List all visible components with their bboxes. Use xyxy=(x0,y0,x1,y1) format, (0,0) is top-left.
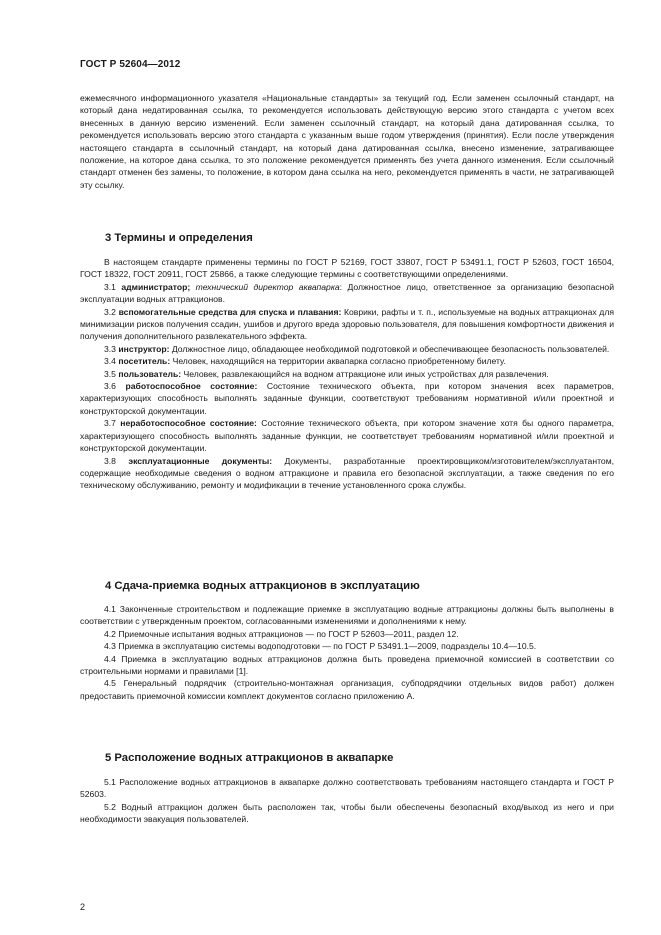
section-4-paragraph: 4.4 Приемка в эксплуатацию водных аттракционов должна быть проведена приемочной комиссией в соответствии со строительными нормами и правилами [1]. xyxy=(80,653,614,677)
section-3-intro: В настоящем стандарте применены термины по ГОСТ Р 52169, ГОСТ 33807, ГОСТ Р 53491.1, ГОСТ Р 52603, ГОСТ 16504, ГОСТ 18322, ГОСТ 20911, ГОСТ 25866, а также следующие термины с соответствующими определениями. xyxy=(80,257,614,280)
term-name: вспомогательные средства для спуска и плавания: xyxy=(118,306,342,317)
term-synonym: технический директор аквапарка xyxy=(195,281,340,292)
term-number: 3.6 xyxy=(104,381,116,392)
section-5-paragraph: 5.2 Водный аттракцион должен быть расположен так, чтобы были обеспечены безопасный вход/выход из него и при необходимости эвакуация пользователей. xyxy=(80,801,614,825)
term-paragraph xyxy=(80,368,614,380)
term-name: инструктор: xyxy=(118,343,170,354)
term-paragraph xyxy=(80,355,614,367)
term-name: работоспособное состояние: xyxy=(125,381,258,392)
term-name: пользователь: xyxy=(118,368,182,379)
term-name: посетитель: xyxy=(118,356,171,367)
document-header: ГОСТ Р 52604—2012 xyxy=(80,59,181,70)
term-definition: Должностное лицо, обладающее необходимой подготовкой и обеспечивающее безопасность пользователей. xyxy=(169,343,610,354)
term-paragraph xyxy=(80,455,614,492)
section-4-paragraph: 4.3 Приемка в эксплуатацию системы водоподготовки — по ГОСТ Р 53491.1—2009, подразделы 10.4—10.5. xyxy=(104,641,537,652)
section-3-title: 3 Термины и определения xyxy=(105,232,253,244)
term-number: 3.7 xyxy=(104,418,116,429)
term-definition: Человек, развлекающийся на водном аттракционе или иных устройствах для развлечения. xyxy=(181,368,549,379)
term-number: 3.5 xyxy=(104,368,116,379)
page-number: 2 xyxy=(80,902,86,912)
term-paragraph xyxy=(80,417,614,454)
section-4-paragraph: 4.5 Генеральный подрядчик (строительно-монтажная организация, субподрядчики отдельных видов работ) должен предоставить приемочной комиссии комплект документов согласно приложению А. xyxy=(80,678,614,701)
intro-paragraph: ежемесячного информационного указателя «Национальные стандарты» за текущий год. Если заменен ссылочный стандарт, на который дана недатированная ссылка, то рекомендуется использовать действующую версию этого стандарта с учетом всех внесенных в данную версию изменений. Если заменен ссылочный стандарт, на который дана датированная ссылка, то рекомендуется использовать версию этого стандарта с указанным выше годом утверждения (принятия). Если после утверждения настоящего стандарта в ссылочный стандарт, на который дана датированная ссылка, внесено изменение, затрагивающее положение, на которое дана ссылка, то это положение рекомендуется применять без учета данного изменения. Если ссылочный стандарт отменен без замены, то положение, в котором дана ссылка на него, рекомендуется применять в части, не затрагивающей эту ссылку. xyxy=(80,93,614,190)
term-name: неработоспособное состояние: xyxy=(120,418,257,429)
term-number: 3.3 xyxy=(104,343,116,354)
term-name: эксплуатационные документы: xyxy=(128,455,273,466)
term-definition: Состояние технического объекта, при котором значения всех параметров, характеризующих способность выполнять заданные функции, соответствуют требованиям нормативной и/или проектной и конструкторской документации. xyxy=(80,381,615,416)
term-paragraph xyxy=(80,343,614,355)
term-number: 3.4 xyxy=(104,356,116,367)
term-definition: Документы, разработанные проектировщиком/изготовителем/эксплуатантом, содержащие необходимые сведения о водном аттракционе и правила его безопасной эксплуатации, а также сведения по его техническому обслуживанию, ремонту и модификации в течение установленного срока службы. xyxy=(80,455,614,491)
term-paragraph xyxy=(80,380,614,417)
section-4-paragraph: 4.2 Приемочные испытания водных аттракционов — по ГОСТ Р 52603—2011, раздел 12. xyxy=(104,628,459,639)
term-number: 3.1 xyxy=(104,281,116,292)
term-paragraph xyxy=(80,281,614,306)
section-4-paragraph: 4.1 Законченные строительством и подлежащие приемке в эксплуатацию водные аттракционы должны быть выполнены в соответствии с утвержденным проектом, согласованными изменениями и дополнениями к нему. xyxy=(80,604,614,627)
term-definition: Состояние технического объекта, при котором значение хотя бы одного параметра, характеризующего способность выполнять заданные функции, не соответствует требованиям нормативной и/или проектной и конструкторской документации. xyxy=(80,418,614,454)
section-5-paragraph: 5.1 Расположение водных аттракционов в аквапарке должно соответствовать требованиям настоящего стандарта и ГОСТ Р 52603. xyxy=(80,777,614,800)
term-paragraph xyxy=(80,306,614,343)
section-5-body xyxy=(80,776,614,826)
term-number: 3.2 xyxy=(104,306,116,317)
term-name: администратор; xyxy=(121,281,191,292)
term-definition: : Должностное лицо, ответственное за организацию безопасной эксплуатации водных аттракционов. xyxy=(80,281,615,305)
section-3-body xyxy=(80,256,614,492)
intro-block xyxy=(80,92,614,191)
section-5-title: 5 Расположение водных аттракционов в аквапарке xyxy=(105,752,394,764)
term-definition: Человек, находящийся на территории аквапарка согласно приобретенному билету. xyxy=(170,356,506,367)
section-4-body xyxy=(80,603,614,702)
section-4-title: 4 Сдача-приемка водных аттракционов в эксплуатацию xyxy=(105,580,420,592)
term-definition: Коврики, рафты и т. п., используемые на водных аттракционах для минимизации рисков получения ссадин, ушибов и другого вреда здоровью пользователя, для повышения комфортности движения и получения дополнительного развлекательного эффекта. xyxy=(80,306,614,342)
term-number: 3.8 xyxy=(104,455,116,466)
